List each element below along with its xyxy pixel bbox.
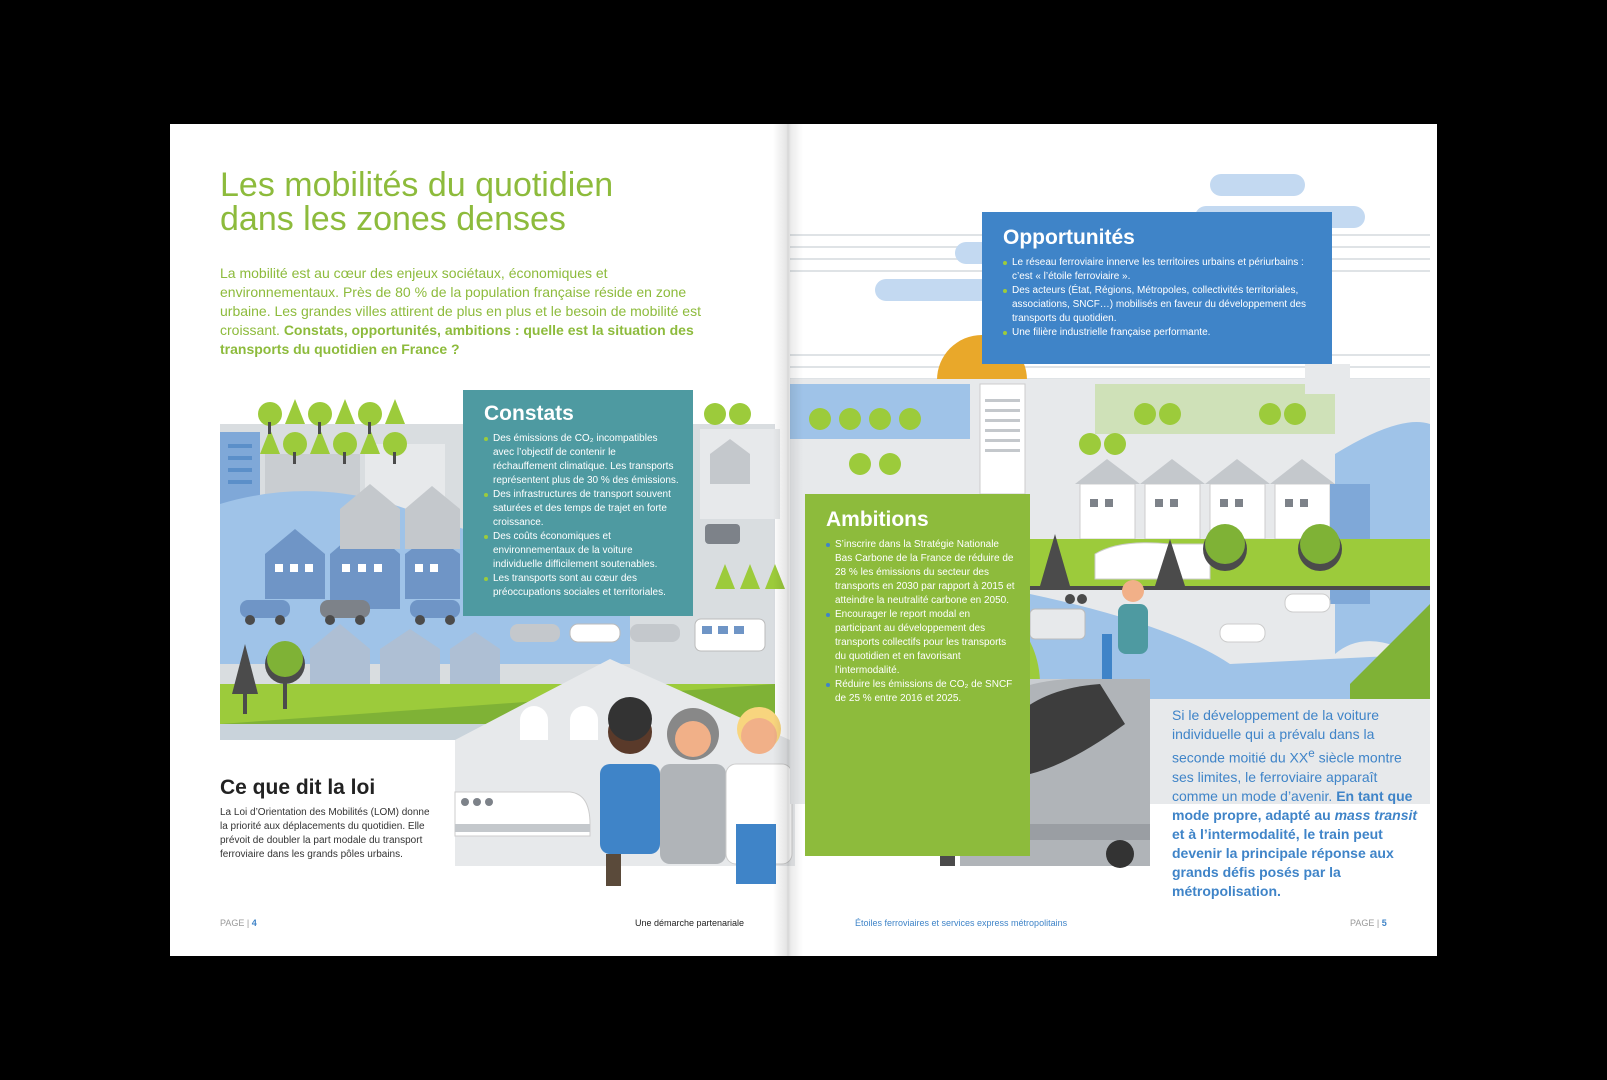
- constats-box: [463, 390, 693, 616]
- list-item: Réduire les émissions de CO₂ de SNCF de 25 % entre 2016 et 2025.: [826, 678, 1018, 706]
- page-title: [220, 168, 613, 236]
- list-item: Les transports sont au cœur des préoccupations sociales et territoriales.: [484, 572, 681, 600]
- list-item: Des infrastructures de transport souvent saturées et des temps de trajet en forte croissance.: [484, 488, 681, 530]
- closing-statement: [1172, 706, 1422, 901]
- page-label: PAGE: [220, 918, 245, 928]
- statement-text-a: Si le développement de la voiture individuelle qui a prévalu dans la seconde moitié du XX: [1172, 707, 1380, 766]
- list-item: Le réseau ferroviaire innerve les territoires urbains et périurbains : c’est « l’étoile ferroviaire ».: [1003, 256, 1320, 284]
- ambitions-heading: Ambitions: [826, 508, 929, 531]
- list-item: Encourager le report modal en participant au développement des transports collectifs pour les transports du quotidien et en favorisant l’intermodalité.: [826, 608, 1018, 678]
- intro-text: La mobilité est au cœur des enjeux sociétaux, économiques et environnementaux. Près de 80 % de la population française réside en zone urbaine. Les grandes villes attirent de plus en plus et le besoin de mobilité est croissant.: [220, 265, 701, 338]
- list-item: Des émissions de CO₂ incompatibles avec l’objectif de contenir le réchauffement climatique. Les transports représentent plus de 30 % des émissions.: [484, 432, 681, 488]
- page-number: 4: [251, 918, 257, 928]
- footer-section-right: Étoiles ferroviaires et services express métropolitains: [855, 918, 1068, 928]
- footer-section-left: Une démarche partenariale: [635, 918, 745, 928]
- brochure-spread: [170, 124, 1437, 956]
- list-item: Des acteurs (État, Régions, Métropoles, collectivités territoriales, associations, SNCF…) mobilisés en faveur du développement des transports du quotidien.: [1003, 284, 1320, 326]
- statement-sup: e: [1308, 747, 1315, 760]
- title-line-2: dans les zones denses: [220, 200, 566, 238]
- statement-bold-a: En tant que mode propre, adapté au: [1172, 787, 1413, 823]
- ambitions-list: [826, 538, 1018, 706]
- statement-bold-b: et à l’intermodalité, le train peut devenir la principale réponse aux grands défis posés par la métropolisation.: [1172, 825, 1394, 899]
- statement-italic: mass transit: [1334, 806, 1418, 823]
- law-heading: Ce que dit la loi: [220, 776, 376, 799]
- intro-question: Constats, opportunités, ambitions : quelle est la situation des transports du quotidien en France ?: [220, 322, 694, 357]
- constats-heading: Constats: [484, 402, 574, 425]
- title-line-1: Les mobilités du quotidien: [220, 166, 614, 204]
- opportunites-list: [1003, 256, 1320, 340]
- list-item: Des coûts économiques et environnementaux de la voiture individuelle difficilement soutenables.: [484, 530, 681, 572]
- page-number-right: PAGE | 5: [1350, 918, 1387, 928]
- opportunites-box: [982, 212, 1332, 364]
- list-item: S’inscrire dans la Stratégie Nationale Bas Carbone de la France de réduire de 28 % les émissions du secteur des transports en 2030 par rapport à 2015 et atteindre la neutralité carbone en 2050.: [826, 538, 1018, 608]
- page-label: PAGE: [1350, 918, 1375, 928]
- page-number-left: PAGE | 4: [220, 918, 257, 928]
- ambitions-box: [805, 494, 1030, 856]
- page-number: 5: [1381, 918, 1387, 928]
- opportunites-heading: Opportunités: [1003, 226, 1135, 249]
- law-text: La Loi d’Orientation des Mobilités (LOM) donne la priorité aux déplacements du quotidien. Elle prévoit de doubler la part modale du transport ferroviaire dans les grands pôles urbains.: [220, 807, 430, 860]
- constats-list: [484, 432, 681, 600]
- list-item: Une filière industrielle française performante.: [1003, 326, 1320, 340]
- statement-text-b: siècle montre ses limites, le ferroviaire apparaît comme un mode d’avenir.: [1172, 749, 1402, 804]
- intro-paragraph: [220, 264, 720, 359]
- law-section: [220, 776, 440, 862]
